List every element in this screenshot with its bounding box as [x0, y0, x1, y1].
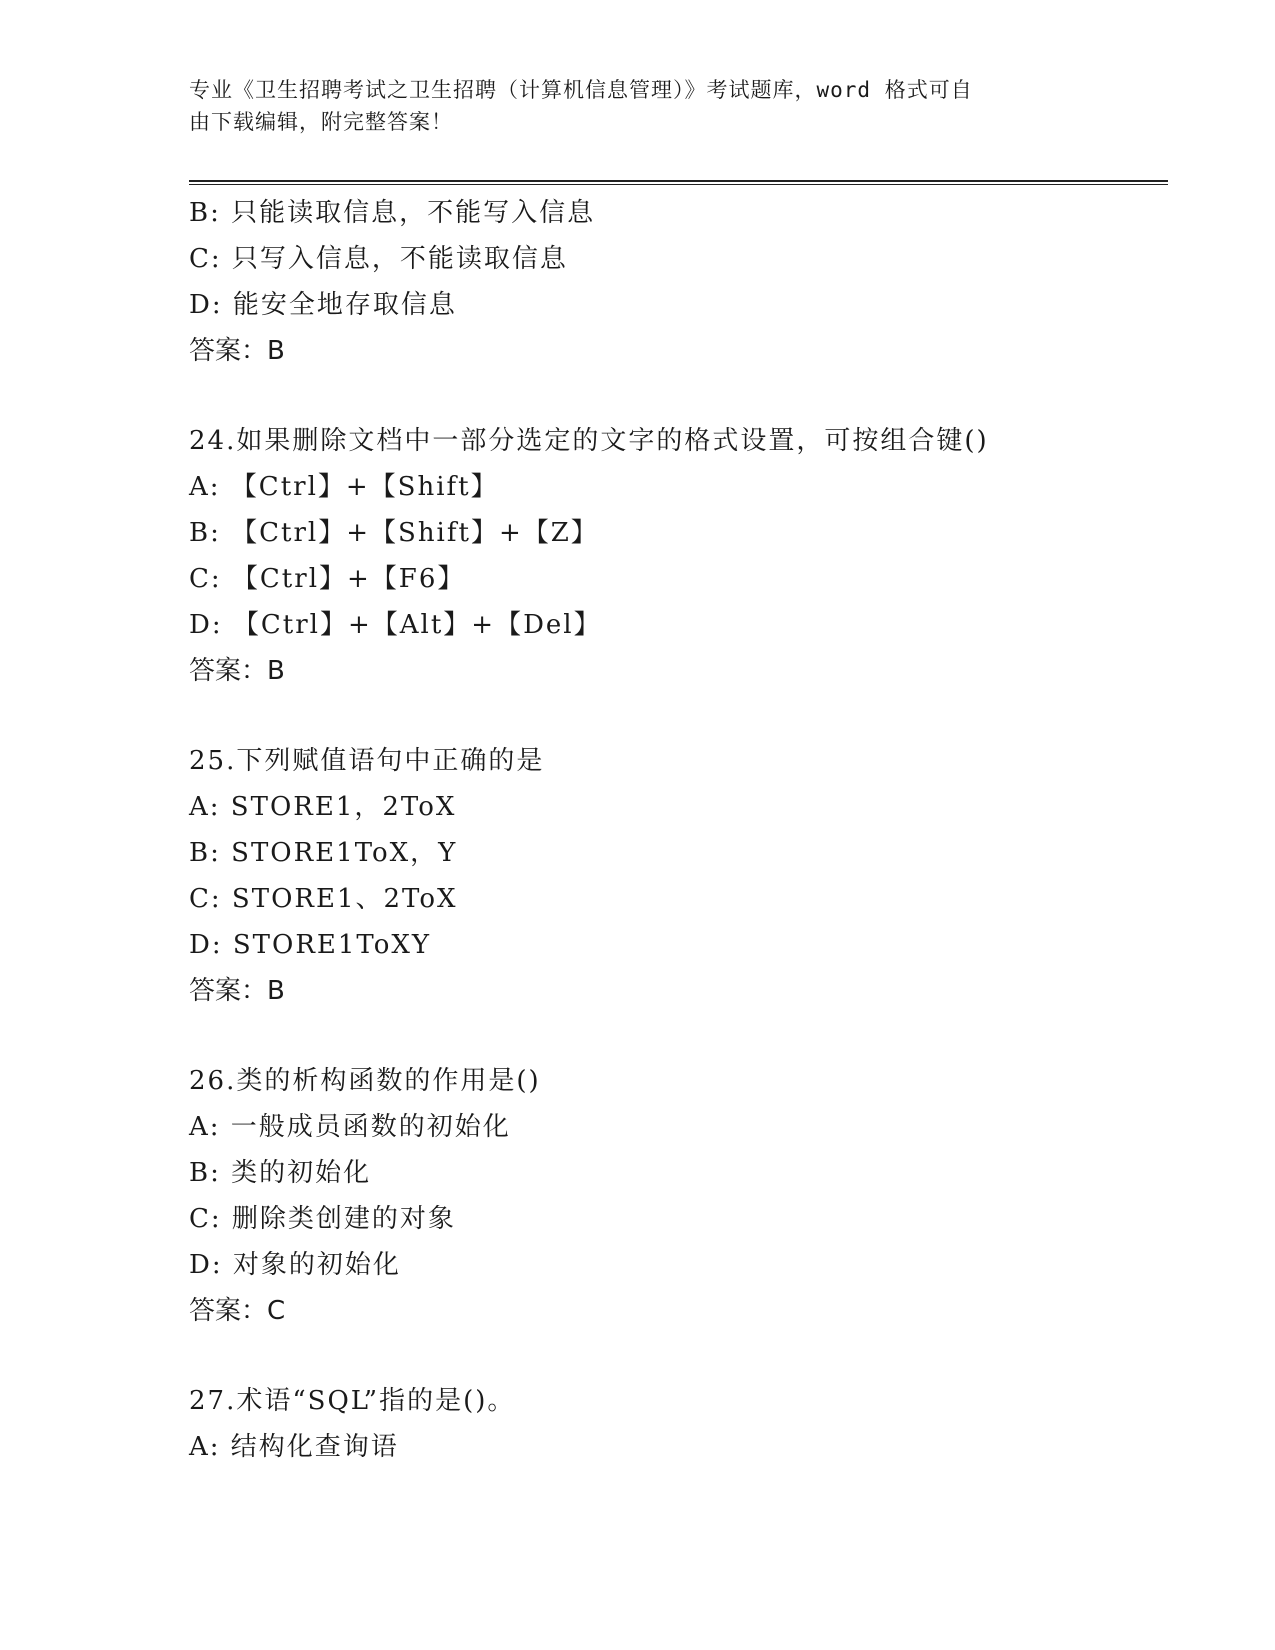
answer-line: 答案：B [189, 336, 285, 366]
option-b: B: 【Ctrl】+【Shift】+【Z】 [189, 518, 599, 548]
option-a: A: STORE1，2ToX [189, 792, 457, 822]
header-divider-thin [189, 184, 1168, 185]
block-spacer [189, 1014, 1169, 1058]
option-d: D: 对象的初始化 [189, 1250, 401, 1280]
document-body [189, 190, 1169, 1470]
option-c: C: 【Ctrl】+【F6】 [189, 564, 466, 594]
option-d: D: STORE1ToXY [189, 930, 432, 960]
option-d: D: 能安全地存取信息 [189, 290, 457, 320]
question-text: 24.如果删除文档中一部分选定的文字的格式设置，可按组合键() [189, 426, 989, 456]
option-c: C: 只写入信息，不能读取信息 [189, 244, 568, 274]
header-line-1: 专业《卫生招聘考试之卫生招聘（计算机信息管理）》考试题库，word 格式可自 [189, 78, 973, 102]
question-text: 26.类的析构函数的作用是() [189, 1066, 541, 1096]
header-line-2: 由下载编辑，附完整答案！ [189, 110, 453, 134]
answer-line: 答案：C [189, 1296, 286, 1326]
option-a: A: 一般成员函数的初始化 [189, 1112, 511, 1142]
block-spacer [189, 1334, 1169, 1378]
block-spacer [189, 374, 1169, 418]
question-block-24 [189, 418, 1169, 694]
question-text: 25.下列赋值语句中正确的是 [189, 746, 545, 776]
option-b: B: 类的初始化 [189, 1158, 372, 1188]
option-c: C: STORE1、2ToX [189, 884, 458, 914]
option-a: A: 结构化查询语 [189, 1432, 399, 1462]
question-block-26 [189, 1058, 1169, 1334]
answer-line: 答案：B [189, 976, 285, 1006]
question-text: 27.术语“SQL”指的是()。 [189, 1386, 516, 1416]
block-spacer [189, 694, 1169, 738]
question-block-25 [189, 738, 1169, 1014]
document-header [189, 74, 1089, 138]
option-a: A: 【Ctrl】+【Shift】 [189, 472, 499, 502]
option-b: B: STORE1ToX，Y [189, 838, 458, 868]
answer-line: 答案：B [189, 656, 285, 686]
option-c: C: 删除类创建的对象 [189, 1204, 456, 1234]
question-block-27 [189, 1378, 1169, 1470]
question-block-23 [189, 190, 1169, 374]
option-b: B: 只能读取信息，不能写入信息 [189, 198, 596, 228]
option-d: D: 【Ctrl】+【Alt】+【Del】 [189, 610, 602, 640]
header-divider-thick [189, 180, 1168, 182]
